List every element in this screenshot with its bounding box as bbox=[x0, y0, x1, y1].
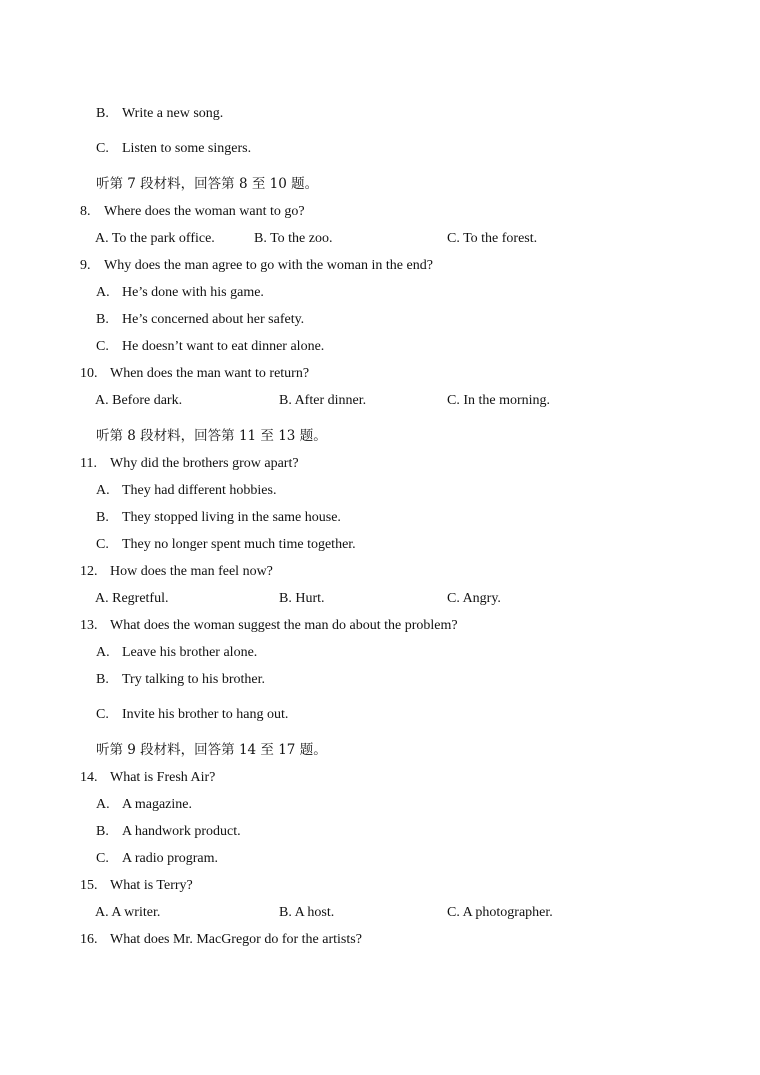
option-row bbox=[0, 904, 760, 922]
option-a: A. To the park office. bbox=[95, 231, 215, 246]
option-a: A. A writer. bbox=[95, 905, 161, 920]
question: 8. Where does the woman want to go? bbox=[80, 204, 305, 219]
option-b: B. A handwork product. bbox=[96, 824, 241, 839]
option-b: B. A host. bbox=[279, 905, 335, 920]
question: 12. How does the man feel now? bbox=[80, 564, 273, 579]
section-heading: 听第 7 段材料，回答第 8 至 10 题。 bbox=[96, 176, 319, 192]
option-a: A. Regretful. bbox=[95, 591, 169, 606]
option-b: B. To the zoo. bbox=[254, 231, 333, 246]
option-c: C. They no longer spent much time together. bbox=[96, 537, 356, 552]
option-c: C. Listen to some singers. bbox=[96, 141, 252, 156]
question: 9. Why does the man agree to go with the woman in the end? bbox=[80, 258, 433, 273]
option-a: A. They had different hobbies. bbox=[96, 483, 277, 498]
option-c: C. In the morning. bbox=[447, 393, 551, 408]
option-b: B. After dinner. bbox=[279, 393, 367, 408]
option-b: B. Hurt. bbox=[279, 591, 325, 606]
option-row bbox=[0, 392, 760, 410]
question: 11. Why did the brothers grow apart? bbox=[80, 456, 299, 471]
question: 14. What is Fresh Air? bbox=[80, 770, 216, 785]
option-a: A. He’s done with his game. bbox=[96, 285, 264, 300]
option-c: C. A radio program. bbox=[96, 851, 219, 866]
question: 15. What is Terry? bbox=[80, 878, 193, 893]
option-c: C. Invite his brother to hang out. bbox=[96, 707, 289, 722]
option-row bbox=[0, 590, 760, 608]
option-b: B. He’s concerned about her safety. bbox=[96, 312, 305, 327]
question: 16. What does Mr. MacGregor do for the artists? bbox=[80, 932, 362, 947]
option-c: C. Angry. bbox=[447, 591, 501, 606]
option-a: A. A magazine. bbox=[96, 797, 192, 812]
question: 10. When does the man want to return? bbox=[80, 366, 310, 381]
option-c: C. He doesn’t want to eat dinner alone. bbox=[96, 339, 325, 354]
section-heading: 听第 8 段材料，回答第 11 至 13 题。 bbox=[96, 428, 327, 444]
question: 13. What does the woman suggest the man do about the problem? bbox=[80, 618, 458, 633]
option-c: C. A photographer. bbox=[447, 905, 553, 920]
option-c: C. To the forest. bbox=[447, 231, 538, 246]
option-a: A. Leave his brother alone. bbox=[96, 645, 258, 660]
option-b: B. Try talking to his brother. bbox=[96, 672, 265, 687]
option-a: A. Before dark. bbox=[95, 393, 183, 408]
option-b: B. Write a new song. bbox=[96, 106, 224, 121]
option-row bbox=[0, 230, 760, 248]
option-b: B. They stopped living in the same house. bbox=[96, 510, 341, 525]
section-heading: 听第 9 段材料，回答第 14 至 17 题。 bbox=[96, 742, 327, 758]
